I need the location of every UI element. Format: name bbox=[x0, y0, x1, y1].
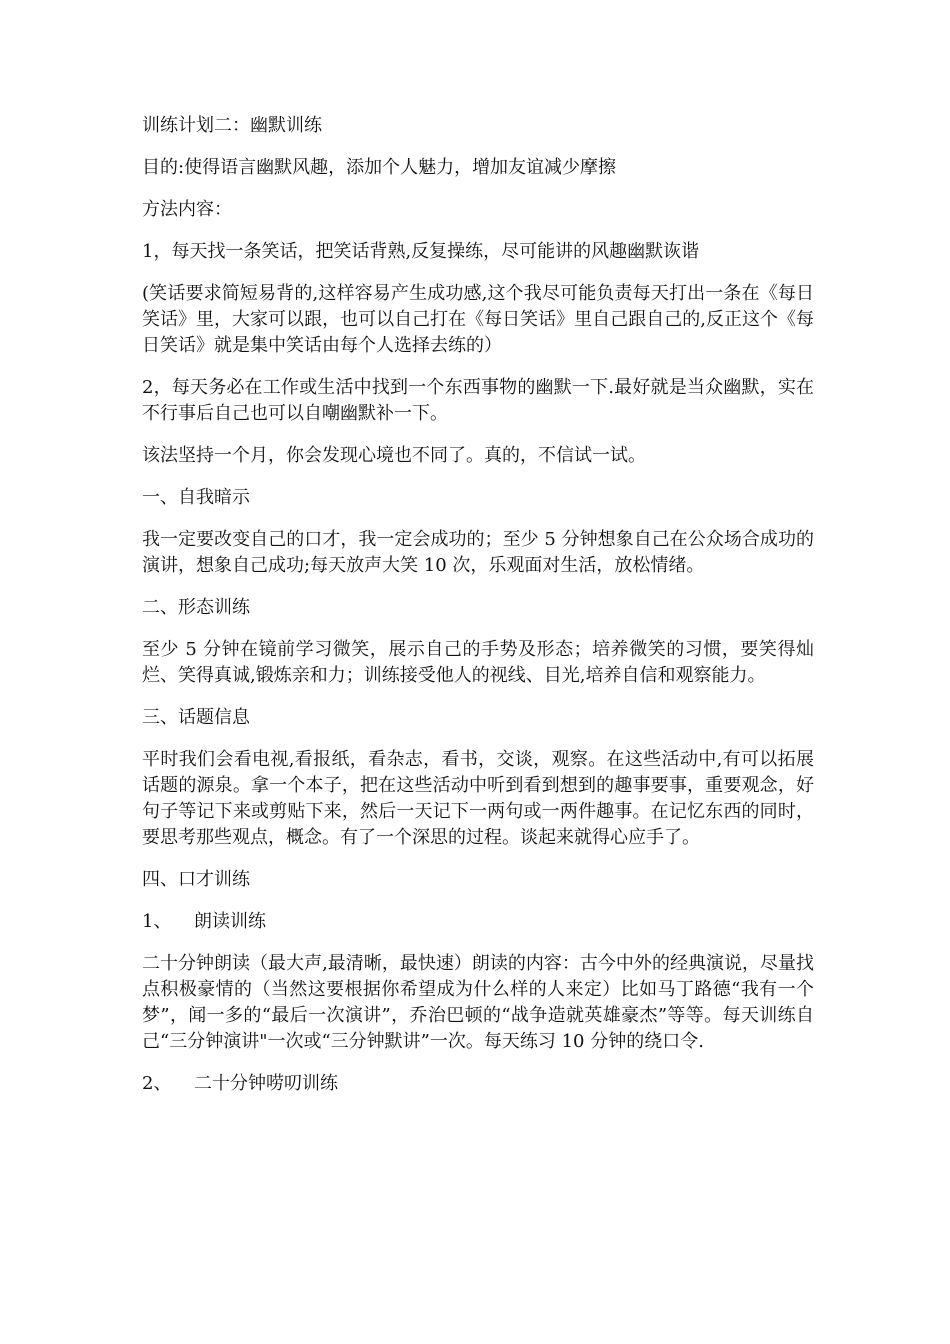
heading-topic-info: 三、话题信息 bbox=[142, 707, 250, 728]
method-heading: 方法内容： bbox=[142, 199, 232, 220]
heading-self-suggestion: 一、自我暗示 bbox=[142, 487, 250, 508]
list-item-number: 1、 bbox=[142, 911, 172, 932]
method-step-2: 2，每天务必在工作或生活中找到一个东西事物的幽默一下.最好就是当众幽默，实在不行事后自己也可以自嘲幽默补一下。 bbox=[142, 377, 814, 424]
self-suggestion-paragraph: 我一定要改变自己的口才，我一定会成功的；至少 5 分钟想象自己在公众场合成功的演讲，想象自己成功;每天放声大笑 10 次，乐观面对生活，放松情绪。 bbox=[142, 529, 814, 576]
document-body bbox=[142, 113, 814, 1113]
posture-training-paragraph: 至少 5 分钟在镜前学习微笑，展示自己的手势及形态；培养微笑的习惯，要笑得灿烂、笑得真诚,锻炼亲和力；训练接受他人的视线、目光,培养自信和观察能力。 bbox=[142, 639, 814, 686]
method-conclusion: 该法坚持一个月，你会发现心境也不同了。真的，不信试一试。 bbox=[142, 445, 646, 466]
list-item-chatter bbox=[142, 1071, 814, 1097]
heading-posture-training: 二、形态训练 bbox=[142, 597, 250, 618]
topic-info-paragraph: 平时我们会看电视,看报纸，看杂志，看书，交谈，观察。在这些活动中,有可以拓展话题的源泉。拿一个本子，把在这些活动中听到看到想到的趣事要事，重要观念，好句子等记下来或剪贴下来，然后一天记下一两句或一两件趣事。在记忆东西的同时，要思考那些观点，概念。有了一个深思的过程。谈起来就得心应手了。 bbox=[142, 749, 814, 848]
purpose-paragraph: 目的:使得语言幽默风趣，添加个人魅力，增加友谊减少摩擦 bbox=[142, 157, 617, 178]
list-item-title: 朗读训练 bbox=[194, 911, 266, 932]
list-item-number: 2、 bbox=[142, 1073, 172, 1094]
list-item-reading bbox=[142, 909, 814, 935]
heading-eloquence-training: 四、口才训练 bbox=[142, 869, 250, 890]
list-item-title: 二十分钟唠叨训练 bbox=[194, 1073, 338, 1094]
reading-training-paragraph: 二十分钟朗读（最大声,最清晰，最快速）朗读的内容：古今中外的经典演说，尽量找点积极豪情的（当然这要根据你希望成为什么样的人来定）比如马丁路德“我有一个梦”，闻一多的“最后一次演讲”，乔治巴顿的“战争造就英雄豪杰”等等。每天训练自己“三分钟演讲"一次或“三分钟默讲”一次。每天练习 10 分钟的绕口令. bbox=[142, 953, 814, 1052]
method-step-1: 1，每天找一条笑话，把笑话背熟,反复操练，尽可能讲的风趣幽默诙谐 bbox=[142, 241, 700, 262]
section-title: 训练计划二：幽默训练 bbox=[142, 115, 322, 136]
method-step-1-note: (笑话要求简短易背的,这样容易产生成功感,这个我尽可能负责每天打出一条在《每日笑话》里，大家可以跟，也可以自己打在《每日笑话》里自己跟自己的,反正这个《每日笑话》就是集中笑话由每个人选择去练的） bbox=[142, 283, 814, 356]
